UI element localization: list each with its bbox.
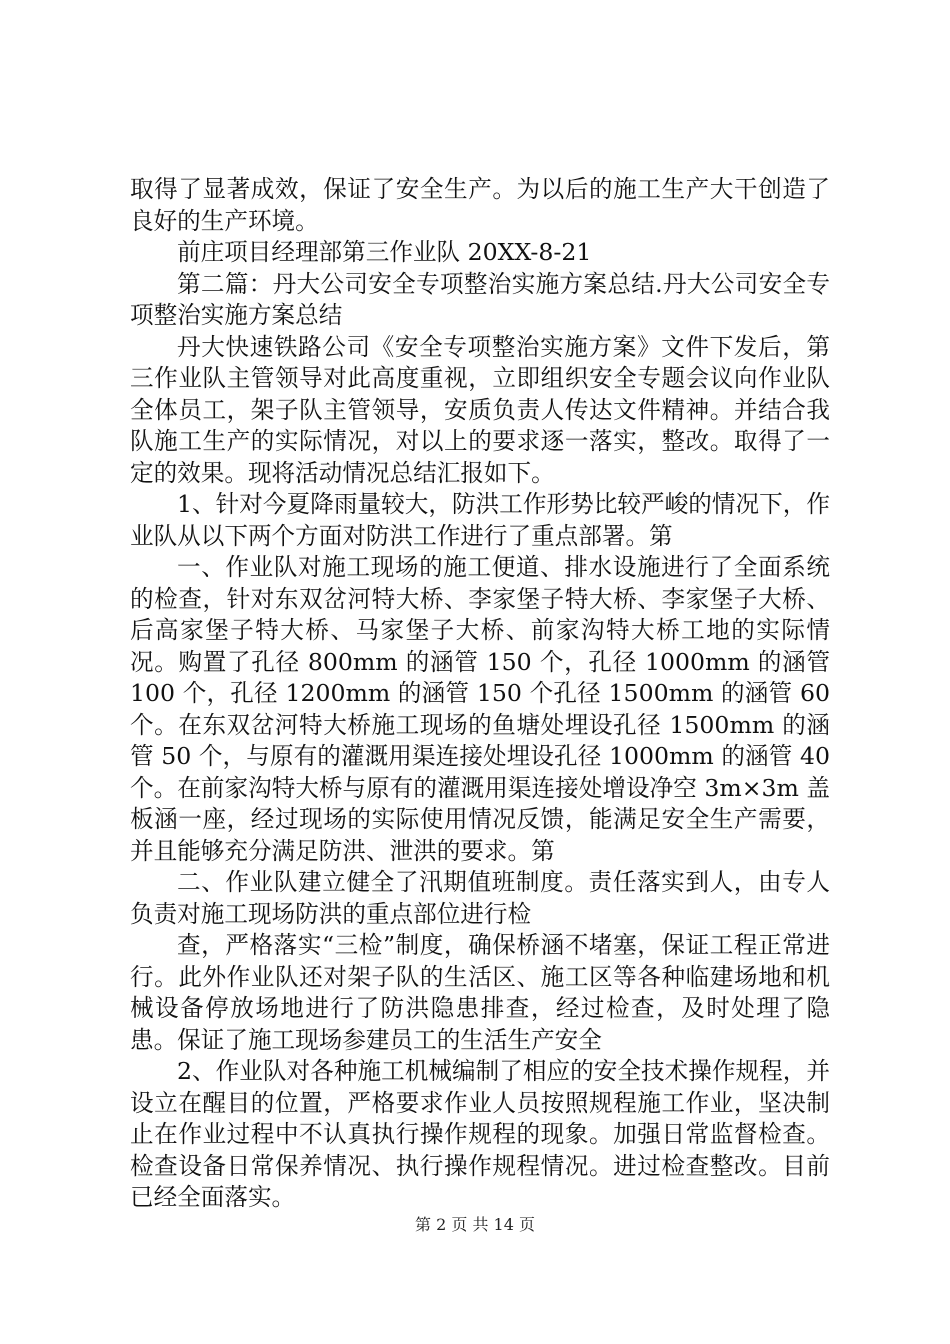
paragraph-item-1-part-2: 二、作业队建立健全了汛期值班制度。责任落实到人，由专人负责对施工现场防洪的重点部位进行检 — [130, 868, 830, 928]
document-body — [130, 174, 830, 1214]
paragraph-intro: 丹大快速铁路公司《安全专项整治实施方案》文件下发后，第三作业队主管领导对此高度重视，立即组织安全专题会议向作业队全体员工，架子队主管领导，安质负责人传达文件精神。并结合我队施工生产的实际情况，对以上的要求逐一落实，整改。取得了一定的效果。现将活动情况总结汇报如下。 — [130, 332, 830, 487]
page-footer: 第 2 页 共 14 页 — [415, 1215, 535, 1234]
paragraph-section-title: 第二篇：丹大公司安全专项整治实施方案总结.丹大公司安全专项整治实施方案总结 — [130, 269, 830, 329]
paragraph-item-1: 1、针对今夏降雨量较大，防洪工作形势比较严峻的情况下，作业队从以下两个方面对防洪工作进行了重点部署。第 — [130, 490, 830, 550]
paragraph-item-1-part-1: 一、作业队对施工现场的施工便道、排水设施进行了全面系统的检查，针对东双岔河特大桥、李家堡子特大桥、李家堡子大桥、后高家堡子特大桥、马家堡子大桥、前家沟特大桥工地的实际情况。购置了孔径 800mm 的涵管 150 个，孔径 1000mm 的涵管 100 个，孔径 1200mm 的涵管 150 个孔径 1500mm 的涵管 60 个。在东双岔河特大桥施工现场的鱼塘处埋设孔径 1500mm 的涵管 50 个，与原有的灌溉用渠连接处埋设孔径 1000mm 的涵管 40 个。在前家沟特大桥与原有的灌溉用渠连接处增设净空 3m×3m 盖板涵一座，经过现场的实际使用情况反馈，能满足安全生产需要，并且能够充分满足防洪、泄洪的要求。第 — [130, 553, 830, 865]
paragraph-item-2: 2、作业队对各种施工机械编制了相应的安全技术操作规程，并设立在醒目的位置，严格要求作业人员按照规程施工作业，坚决制止在作业过程中不认真执行操作规程的现象。加强日常监督检查。检查设备日常保养情况、执行操作规程情况。进过检查整改。目前已经全面落实。 — [130, 1057, 830, 1211]
paragraph-continuation: 取得了显著成效，保证了安全生产。为以后的施工生产大干创造了良好的生产环境。 — [130, 175, 830, 235]
paragraph-signature: 前庄项目经理部第三作业队 20XX-8-21 — [177, 238, 592, 266]
paragraph-item-1-part-2-cont: 查，严格落实“三检”制度，确保桥涵不堵塞，保证工程正常进行。此外作业队还对架子队的生活区、施工区等各种临建场地和机械设备停放场地进行了防洪隐患排查，经过检查，及时处理了隐患。保证了施工现场参建员工的生活生产安全 — [130, 931, 830, 1054]
